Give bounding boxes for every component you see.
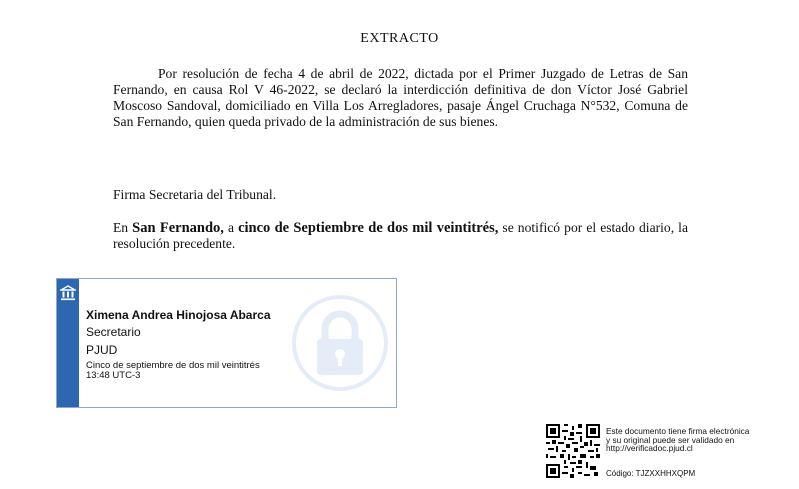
notification-paragraph bbox=[113, 220, 688, 252]
signature-side-bar bbox=[57, 279, 79, 407]
building-icon bbox=[60, 285, 76, 301]
verification-notice bbox=[606, 427, 788, 453]
signature-time: 13:48 UTC-3 bbox=[86, 370, 141, 381]
notification-mid: a bbox=[223, 220, 239, 235]
signer-role: Secretario bbox=[86, 325, 141, 339]
resolution-paragraph: Por resolución de fecha 4 de abril de 2022, dictada por el Primer Juzgado de Letras de San Fernando, en causa Rol V 46-2022, se declaró la interdicción definitiva de don Víctor José Gabriel Moscoso Sandoval, domiciliado en Villa Los Arregladores, pasaje Ángel Cruchaga N°532, Comuna de San Fernando, quien queda privado de la administración de sus bienes. bbox=[113, 66, 688, 129]
signature-note-paragraph: Firma Secretaria del Tribunal. bbox=[113, 187, 277, 202]
electronic-signature-box bbox=[56, 278, 397, 408]
qr-code bbox=[546, 424, 600, 478]
document-title: EXTRACTO bbox=[360, 31, 439, 46]
notification-date: cinco de Septiembre de dos mil veintitrés, bbox=[238, 220, 499, 236]
notification-city: San Fernando, bbox=[132, 220, 224, 236]
signer-organization: PJUD bbox=[86, 343, 118, 357]
verification-url: http://verificadoc.pjud.cl bbox=[606, 443, 693, 454]
signature-date: Cinco de septiembre de dos mil veintitrés bbox=[86, 360, 260, 371]
notification-prefix: En bbox=[113, 220, 133, 235]
verification-line-2: y su original puede ser validado en bbox=[606, 434, 735, 445]
signature-timestamp bbox=[86, 361, 260, 381]
lock-icon bbox=[290, 293, 390, 393]
verification-line-1: Este documento tiene firma electrónica bbox=[606, 426, 750, 436]
verification-code: Código: TJZXXHHXQPM bbox=[606, 469, 696, 478]
signer-name: Ximena Andrea Hinojosa Abarca bbox=[86, 308, 271, 322]
notification-suffix: se notificó por el estado diario, la resolución precedente. bbox=[113, 220, 688, 251]
